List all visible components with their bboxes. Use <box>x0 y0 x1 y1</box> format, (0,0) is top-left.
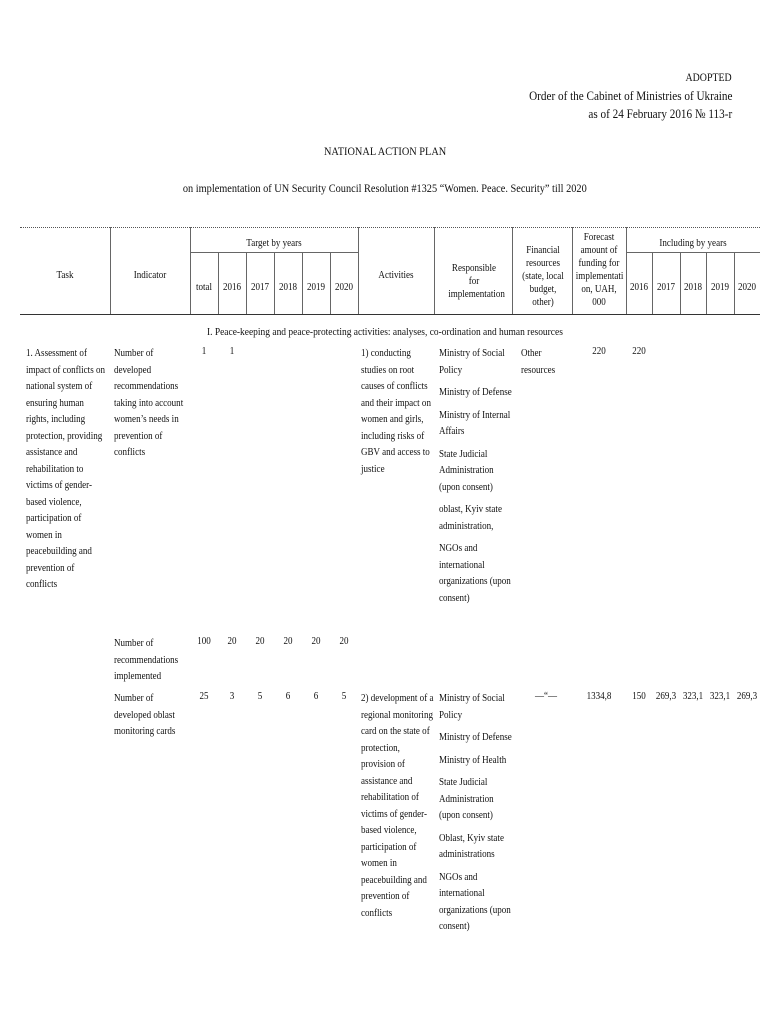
row1-2016: 1 <box>229 346 235 357</box>
row3-forecast: 1334,8 <box>586 691 612 702</box>
page-subtitle: on implementation of UN Security Council Resolution #1325 “Women. Peace. Security” till 2020 <box>183 181 587 195</box>
header-year: 2017 <box>250 282 270 293</box>
header-task: Task <box>56 270 74 281</box>
row3-financial: —“— <box>534 691 558 702</box>
header-inc-year: 2016 <box>629 282 649 293</box>
row2-value: 20 <box>339 636 349 647</box>
responsible-item: Ministry of Social Policy <box>439 693 505 721</box>
target-subheader-rule <box>190 252 358 253</box>
header-forecast: Forecast amount of funding for implementati on, UAH, 000 <box>575 232 624 308</box>
row3-value: 5 <box>257 691 263 702</box>
title-wrap <box>0 142 770 160</box>
responsible-item: Ministry of Defense <box>439 732 512 743</box>
col-divider <box>218 252 219 314</box>
header-activities: Activities <box>378 270 414 281</box>
section-title: I. Peace-keeping and peace-protecting activities: analyses, co-ordination and human resources <box>207 326 563 338</box>
row2-value: 20 <box>255 636 265 647</box>
header-total: total <box>195 282 213 293</box>
header-inc-year: 2019 <box>710 282 730 293</box>
task-1-text: 1. Assessment of impact of conflicts on national system of ensuring human rights, including protection, providing assistance and rehabilitation to victims of gender-based violence, participation of women in peacebuilding and prevention of conflicts <box>26 348 105 590</box>
responsible-item: oblast, Kyiv state administration, <box>439 504 502 532</box>
row2-value: 20 <box>311 636 321 647</box>
row1-total: 1 <box>201 346 207 357</box>
col-divider <box>110 227 111 314</box>
header-inc-year: 2020 <box>737 282 757 293</box>
date-line: as of 24 February 2016 № 113-r <box>588 106 732 121</box>
header-year: 2020 <box>334 282 354 293</box>
row1-activity: 1) conducting studies on root causes of conflicts and their impact on women and girls, including risks of GBV and access to justice <box>361 348 431 475</box>
responsible-item: Ministry of Internal Affairs <box>439 409 511 437</box>
header-financial: Financial resources (state, local budget, other) <box>522 245 564 308</box>
row2-total: 100 <box>197 636 211 647</box>
col-divider <box>246 252 247 314</box>
row3-value: 6 <box>313 691 319 702</box>
row3-indicator: Number of developed oblast monitoring cards <box>114 693 176 737</box>
row3-inc-value: 269,3 <box>655 691 677 702</box>
responsible-item: NGOs and international organizations (upon consent) <box>439 871 511 932</box>
table-header-bottom-rule <box>20 314 760 315</box>
row1-indicator: Number of developed recommendations taking into account women’s needs in prevention of conflicts <box>114 348 184 458</box>
page-title: NATIONAL ACTION PLAN <box>323 144 447 158</box>
row2-value: 20 <box>227 636 237 647</box>
row3-inc-value: 150 <box>632 691 646 702</box>
responsible-item: Oblast, Kyiv state administrations <box>439 832 504 860</box>
responsible-item: Ministry of Defense <box>439 387 512 398</box>
row2-indicator: Number of recommendations implemented <box>114 638 179 682</box>
col-divider <box>434 227 435 314</box>
row3-inc-value: 323,1 <box>709 691 731 702</box>
col-divider <box>512 227 513 314</box>
header-indicator: Indicator <box>133 270 167 281</box>
header-including-by-years: Including by years <box>659 238 727 249</box>
header-target-by-years: Target by years <box>246 238 302 249</box>
responsible-item: State Judicial Administration (upon consent) <box>439 777 494 821</box>
responsible-item: State Judicial Administration (upon consent) <box>439 448 494 493</box>
adopted-label: ADOPTED <box>685 72 732 84</box>
row1-financial: Other resources <box>521 348 556 376</box>
col-divider <box>706 252 707 314</box>
header-inc-year: 2018 <box>683 282 703 293</box>
section-title-wrap <box>0 322 770 340</box>
col-divider <box>190 227 191 314</box>
row1-inc-2016: 220 <box>632 346 646 357</box>
responsible-item: NGOs and international organizations (upon consent) <box>439 543 511 604</box>
header-responsible: Responsible for implementation <box>448 263 505 300</box>
row3-activity: 2) development of a regional monitoring card on the state of protection, provision of assistance and rehabilitation of victims of gender-based violence, participation of women in peacebuilding and prevention of conflicts <box>361 693 434 919</box>
row1-responsible-list <box>439 346 513 613</box>
header-inc-year: 2017 <box>656 282 676 293</box>
col-divider <box>330 252 331 314</box>
row3-inc-value: 269,3 <box>736 691 758 702</box>
subtitle-wrap <box>0 179 770 197</box>
row3-value: 3 <box>229 691 235 702</box>
row3-value: 6 <box>285 691 291 702</box>
row2-value: 20 <box>283 636 293 647</box>
col-divider <box>572 227 573 314</box>
header-year: 2019 <box>306 282 326 293</box>
row3-inc-value: 323,1 <box>682 691 704 702</box>
col-divider <box>302 252 303 314</box>
responsible-item: Ministry of Social Policy <box>439 348 505 376</box>
including-subheader-rule <box>626 252 760 253</box>
col-divider <box>652 252 653 314</box>
col-divider <box>626 227 627 314</box>
responsible-item: Ministry of Health <box>439 754 507 766</box>
row1-forecast: 220 <box>592 346 606 357</box>
col-divider <box>274 252 275 314</box>
row3-responsible-list <box>439 691 513 942</box>
header-year: 2016 <box>222 282 242 293</box>
order-line: Order of the Cabinet of Ministries of Ukraine <box>528 88 732 103</box>
header-year: 2018 <box>278 282 298 293</box>
table-top-rule <box>20 227 760 228</box>
row3-value: 5 <box>341 691 347 702</box>
col-divider <box>358 227 359 314</box>
row3-total: 25 <box>199 691 209 702</box>
